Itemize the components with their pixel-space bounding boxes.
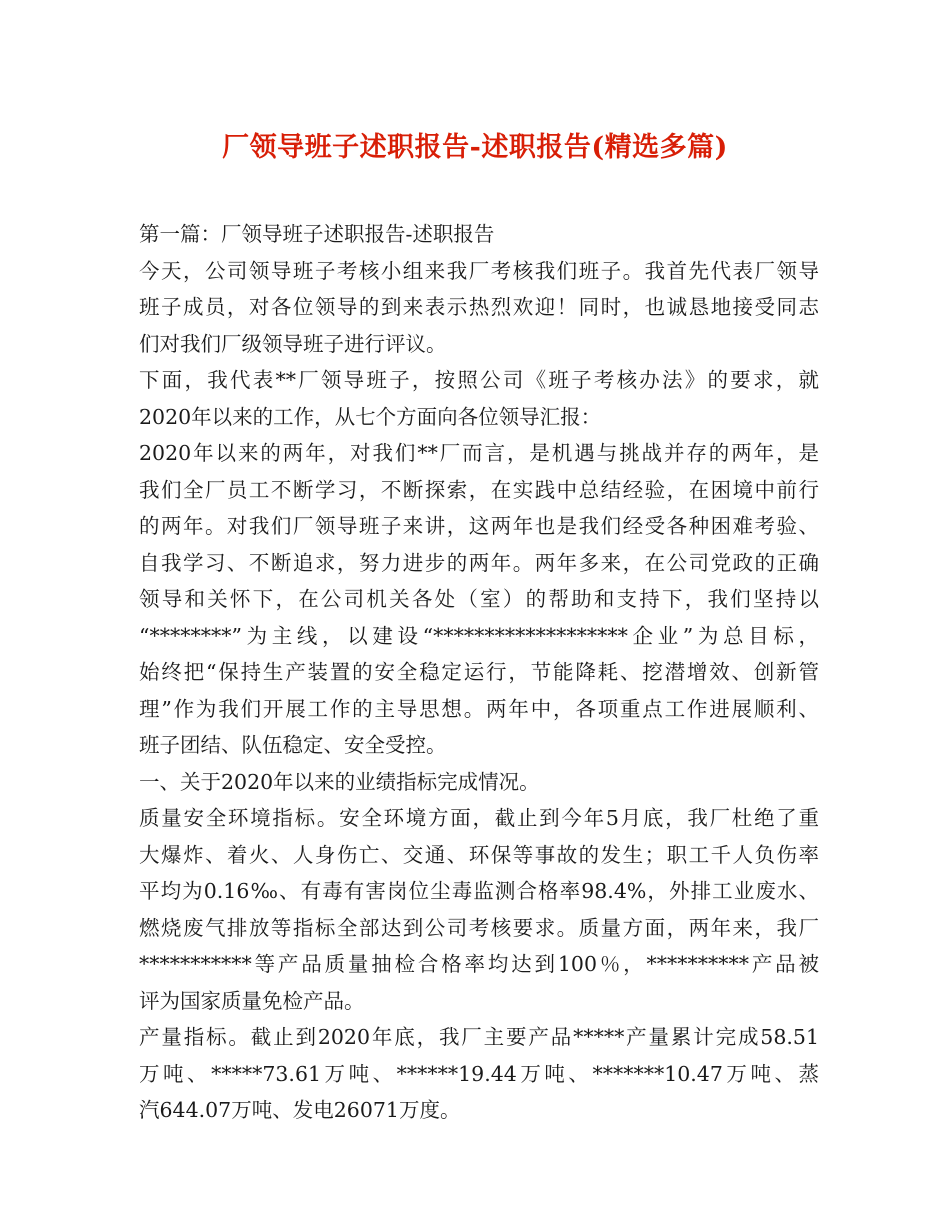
paragraph-line: 大爆炸、着火、人身伤亡、交通、环保等事故的发生；职工千人负伤率 — [139, 842, 819, 867]
paragraph-line: 下面，我代表**厂领导班子，按照公司《班子考核办法》的要求，就 — [139, 368, 819, 392]
document-body — [139, 216, 819, 1129]
paragraph-line: 2020年以来的两年，对我们**厂而言，是机遇与挑战并存的两年，是 — [139, 441, 819, 465]
paragraph-line: “********”为主线，以建设“*******************企业”为总目标， — [139, 623, 819, 648]
paragraph-line: 汽644.07万吨、发电26071万度。 — [139, 1098, 461, 1122]
paragraph-line: 燃烧废气排放等指标全部达到公司考核要求。质量方面，两年来，我厂 — [139, 915, 819, 940]
paragraph-line: 评为国家质量免检产品。 — [139, 988, 365, 1013]
paragraph-line: 我们全厂员工不断学习，不断探索，在实践中总结经验，在困境中前行 — [139, 477, 819, 502]
paragraph-line: 产量指标。截止到2020年底，我厂主要产品*****产量累计完成58.51 — [139, 1025, 819, 1049]
paragraph-line: 的两年。对我们厂领导班子来讲，这两年也是我们经受各种困难考验、 — [139, 514, 819, 538]
paragraph-line: 班子成员，对各位领导的到来表示热烈欢迎！同时，也诚恳地接受同志 — [139, 295, 819, 319]
paragraph-line: 质量安全环境指标。安全环境方面，截止到今年5月底，我厂杜绝了重 — [139, 806, 819, 830]
paragraph-line: 万吨、*****73.61万吨、******19.44万吨、*******10.47万吨、蒸 — [139, 1061, 819, 1086]
section-heading-performance: 一、关于2020年以来的业绩指标完成情况。 — [139, 769, 540, 794]
paragraph-line: 领导和关怀下，在公司机关各处（室）的帮助和支持下，我们坚持以 — [139, 587, 819, 611]
paragraph-line: 理”作为我们开展工作的主导思想。两年中，各项重点工作进展顺利、 — [139, 696, 819, 721]
paragraph-line: 们对我们厂级领导班子进行评议。 — [139, 331, 447, 356]
paragraph-line: 班子团结、队伍稳定、安全受控。 — [139, 733, 447, 757]
paragraph-line: ***********等产品质量抽检合格率均达到100％，**********产品被 — [139, 952, 819, 976]
paragraph-line: 自我学习、不断追求，努力进步的两年。两年多来，在公司党政的正确 — [139, 550, 819, 575]
paragraph-line: 今天，公司领导班子考核小组来我厂考核我们班子。我首先代表厂领导 — [139, 258, 819, 283]
paragraph-line: 2020年以来的工作，从七个方面向各位领导汇报： — [139, 404, 602, 429]
document-title: 厂领导班子述职报告-述职报告(精选多篇) — [222, 132, 728, 163]
section-heading-part-one: 第一篇：厂领导班子述职报告-述职报告 — [139, 222, 495, 246]
paragraph-line: 始终把“保持生产装置的安全稳定运行，节能降耗、挖潜增效、创新管 — [139, 660, 819, 684]
paragraph-line: 平均为0.16‰、有毒有害岗位尘毒监测合格率98.4%，外排工业废水、 — [139, 879, 819, 903]
